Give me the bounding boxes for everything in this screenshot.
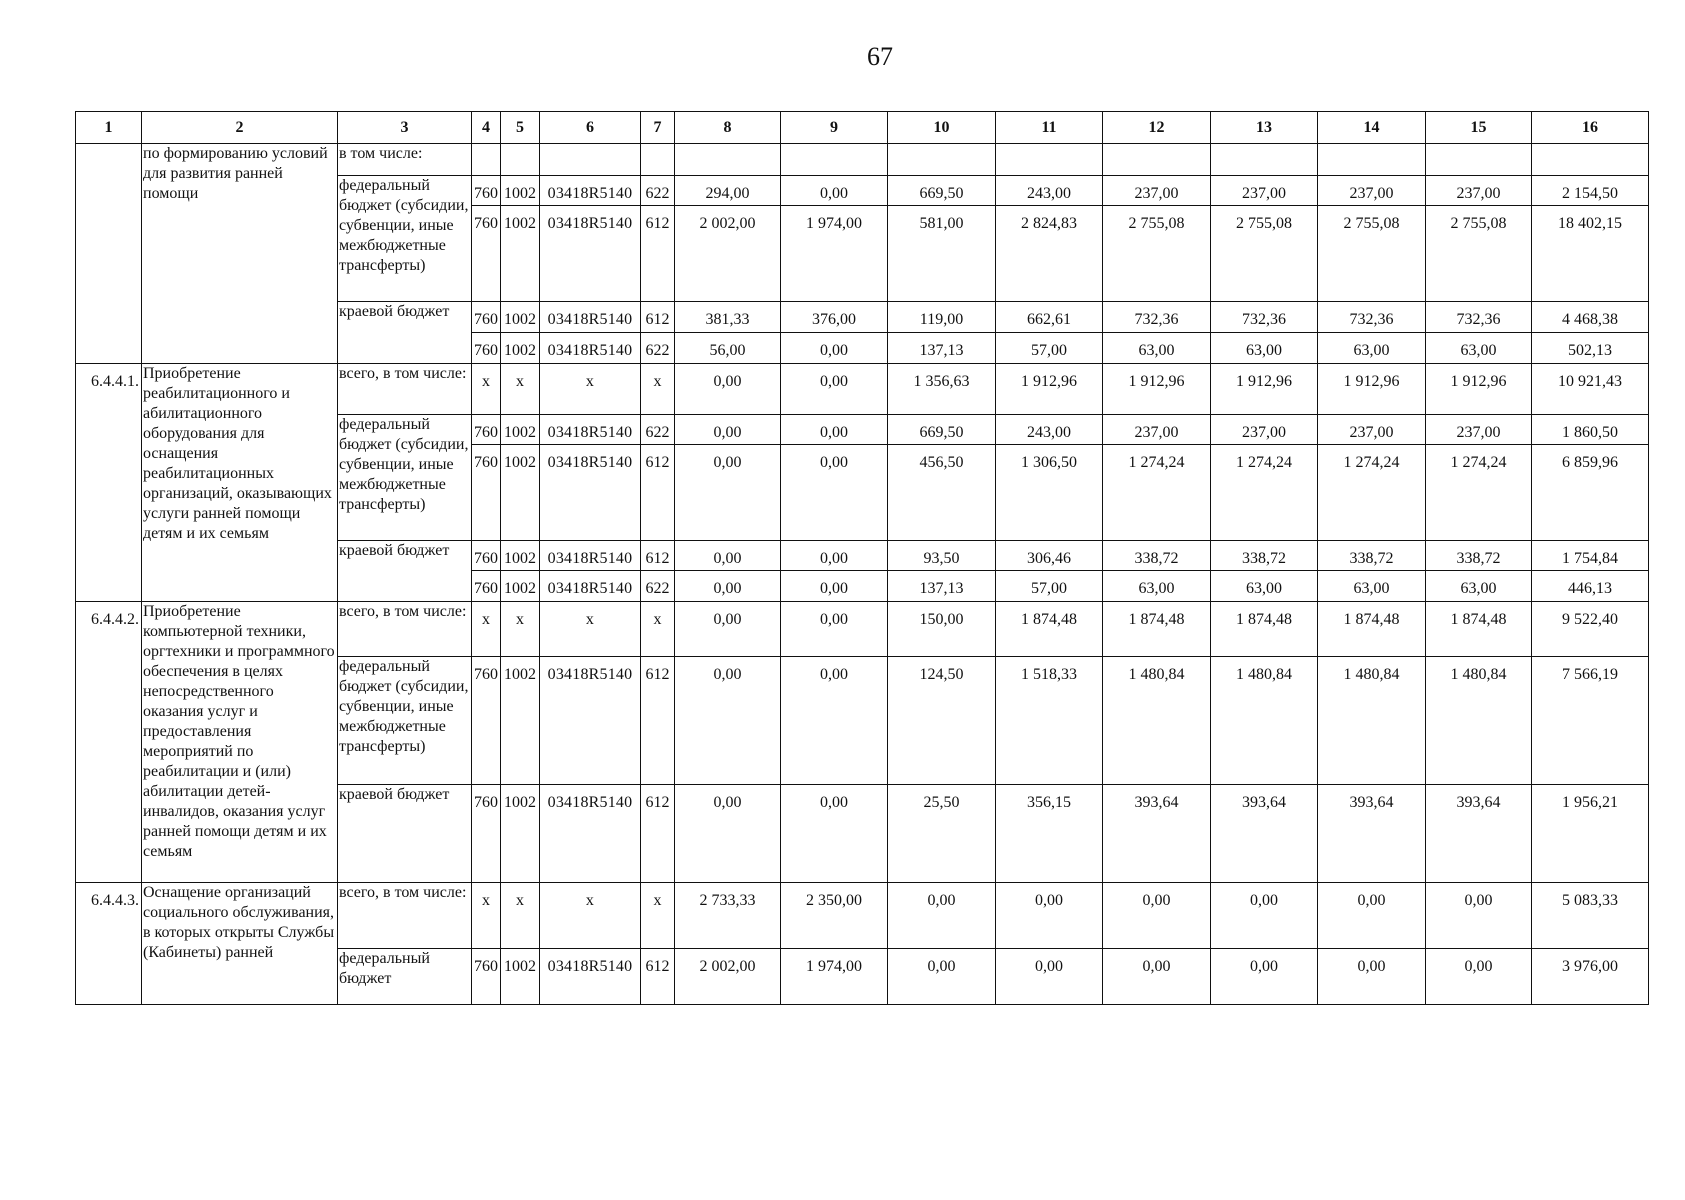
header-col-8: 8 (675, 112, 781, 144)
code-expense-type: 622 (641, 571, 675, 602)
value-col-9: 0,00 (781, 364, 888, 415)
funding-source: федеральный бюджет (субсидии, субвенции, иные межбюджетные трансферты) (338, 415, 472, 541)
value-col-16: 7 566,19 (1532, 657, 1649, 785)
table-row (76, 883, 1649, 949)
code-expense-type: 612 (641, 541, 675, 571)
code-grbs: 760 (472, 415, 501, 445)
code-grbs: 760 (472, 445, 501, 541)
header-col-13: 13 (1211, 112, 1318, 144)
value-col-16: 1 754,84 (1532, 541, 1649, 571)
value-col-10: 1 356,63 (888, 364, 996, 415)
value-col-11: 1 518,33 (996, 657, 1103, 785)
value-col-13: 1 912,96 (1211, 364, 1318, 415)
value-col-9: 0,00 (781, 785, 888, 883)
value-col-16: 2 154,50 (1532, 176, 1649, 206)
value-col-12: 63,00 (1103, 571, 1211, 602)
value-col-10: 0,00 (888, 949, 996, 1005)
item-name: Оснащение организаций социального обслуживания, в которых открыты Службы (Кабинеты) ранней (142, 883, 338, 1005)
funding-source: федеральный бюджет (субсидии, субвенции, иные межбюджетные трансферты) (338, 176, 472, 302)
value-col-15: 1 874,48 (1426, 602, 1532, 657)
value-col-8: 56,00 (675, 333, 781, 364)
value-col-16: 5 083,33 (1532, 883, 1649, 949)
code-section: 1002 (501, 541, 540, 571)
value-col-11: 1 306,50 (996, 445, 1103, 541)
value-col-11: 662,61 (996, 302, 1103, 333)
value-col-13: 63,00 (1211, 571, 1318, 602)
value-col-13: 0,00 (1211, 883, 1318, 949)
item-number: 6.4.4.1. (76, 364, 142, 602)
value-col-9: 0,00 (781, 415, 888, 445)
value-col-8: 294,00 (675, 176, 781, 206)
header-col-3: 3 (338, 112, 472, 144)
header-col-10: 10 (888, 112, 996, 144)
value-col-13: 393,64 (1211, 785, 1318, 883)
header-col-4: 4 (472, 112, 501, 144)
value-col-14: 63,00 (1318, 333, 1426, 364)
value-col-8: 0,00 (675, 541, 781, 571)
code-target-article: 03418R5140 (540, 785, 641, 883)
code-expense-type: 622 (641, 176, 675, 206)
value-col-14: 1 874,48 (1318, 602, 1426, 657)
code-grbs: 760 (472, 571, 501, 602)
value-col-14: 0,00 (1318, 883, 1426, 949)
value-col-13: 63,00 (1211, 333, 1318, 364)
value-col-16: 9 522,40 (1532, 602, 1649, 657)
value-col-8: 0,00 (675, 364, 781, 415)
value-col-10: 124,50 (888, 657, 996, 785)
value-col-15: 393,64 (1426, 785, 1532, 883)
value-col-16: 6 859,96 (1532, 445, 1649, 541)
value-col-11: 1 912,96 (996, 364, 1103, 415)
table-row (76, 144, 1649, 176)
value-col-12: 0,00 (1103, 883, 1211, 949)
value-col-13: 1 480,84 (1211, 657, 1318, 785)
value-col-12: 732,36 (1103, 302, 1211, 333)
funding-source: краевой бюджет (338, 785, 472, 883)
header-col-14: 14 (1318, 112, 1426, 144)
value-col-13: 2 755,08 (1211, 206, 1318, 302)
header-row (76, 112, 1649, 144)
value-col-13: 0,00 (1211, 949, 1318, 1005)
value-col-14: 237,00 (1318, 415, 1426, 445)
value-col-10: 456,50 (888, 445, 996, 541)
code-expense-type: 612 (641, 445, 675, 541)
code-target-article: 03418R5140 (540, 206, 641, 302)
funding-source: в том числе: (338, 144, 472, 176)
value-col-10: 137,13 (888, 571, 996, 602)
value-col-14: 237,00 (1318, 176, 1426, 206)
value-col-16: 4 468,38 (1532, 302, 1649, 333)
value-col-12: 2 755,08 (1103, 206, 1211, 302)
code-expense-type: 612 (641, 949, 675, 1005)
value-col-15: 237,00 (1426, 415, 1532, 445)
value-col-12: 237,00 (1103, 176, 1211, 206)
header-col-7: 7 (641, 112, 675, 144)
header-col-2: 2 (142, 112, 338, 144)
code-grbs: 760 (472, 541, 501, 571)
value-col-10: 150,00 (888, 602, 996, 657)
value-col-13: 237,00 (1211, 415, 1318, 445)
header-col-9: 9 (781, 112, 888, 144)
value-col-9 (781, 144, 888, 176)
value-col-9: 0,00 (781, 176, 888, 206)
header-col-11: 11 (996, 112, 1103, 144)
value-col-14: 1 912,96 (1318, 364, 1426, 415)
code-grbs: 760 (472, 785, 501, 883)
code-expense-type: 622 (641, 415, 675, 445)
value-col-11: 57,00 (996, 333, 1103, 364)
value-col-10: 669,50 (888, 176, 996, 206)
value-col-16: 446,13 (1532, 571, 1649, 602)
value-col-9: 2 350,00 (781, 883, 888, 949)
code-target-article: 03418R5140 (540, 949, 641, 1005)
value-col-9: 0,00 (781, 571, 888, 602)
value-col-11: 1 874,48 (996, 602, 1103, 657)
code-grbs: 760 (472, 176, 501, 206)
value-col-16 (1532, 144, 1649, 176)
value-col-8: 381,33 (675, 302, 781, 333)
value-col-11: 0,00 (996, 883, 1103, 949)
code-target-article: 03418R5140 (540, 302, 641, 333)
value-col-10 (888, 144, 996, 176)
code-expense-type (641, 144, 675, 176)
code-section (501, 144, 540, 176)
code-section: 1002 (501, 333, 540, 364)
value-col-13: 338,72 (1211, 541, 1318, 571)
value-col-12: 0,00 (1103, 949, 1211, 1005)
code-section: x (501, 883, 540, 949)
item-name: по формированию условий для развития ранней помощи (142, 144, 338, 364)
code-target-article (540, 144, 641, 176)
value-col-12: 1 912,96 (1103, 364, 1211, 415)
budget-table (75, 111, 1649, 1005)
value-col-12: 237,00 (1103, 415, 1211, 445)
value-col-14: 732,36 (1318, 302, 1426, 333)
value-col-9: 376,00 (781, 302, 888, 333)
value-col-8: 0,00 (675, 657, 781, 785)
value-col-11: 0,00 (996, 949, 1103, 1005)
value-col-9: 0,00 (781, 541, 888, 571)
value-col-15: 63,00 (1426, 571, 1532, 602)
code-section: 1002 (501, 785, 540, 883)
code-grbs: 760 (472, 302, 501, 333)
code-expense-type: 612 (641, 206, 675, 302)
code-section: 1002 (501, 571, 540, 602)
value-col-11: 2 824,83 (996, 206, 1103, 302)
value-col-16: 3 976,00 (1532, 949, 1649, 1005)
value-col-15: 2 755,08 (1426, 206, 1532, 302)
value-col-14 (1318, 144, 1426, 176)
code-grbs: 760 (472, 206, 501, 302)
value-col-8: 2 002,00 (675, 949, 781, 1005)
value-col-8: 0,00 (675, 415, 781, 445)
code-expense-type: x (641, 602, 675, 657)
value-col-10: 581,00 (888, 206, 996, 302)
value-col-15: 0,00 (1426, 883, 1532, 949)
value-col-14: 2 755,08 (1318, 206, 1426, 302)
value-col-12: 1 874,48 (1103, 602, 1211, 657)
value-col-16: 1 956,21 (1532, 785, 1649, 883)
code-section: 1002 (501, 949, 540, 1005)
value-col-12: 1 274,24 (1103, 445, 1211, 541)
value-col-14: 0,00 (1318, 949, 1426, 1005)
item-number: 6.4.4.3. (76, 883, 142, 1005)
value-col-16: 1 860,50 (1532, 415, 1649, 445)
value-col-9: 1 974,00 (781, 206, 888, 302)
code-expense-type: x (641, 883, 675, 949)
value-col-8: 2 002,00 (675, 206, 781, 302)
header-col-12: 12 (1103, 112, 1211, 144)
value-col-8: 2 733,33 (675, 883, 781, 949)
code-grbs: x (472, 602, 501, 657)
item-name: Приобретение компьютерной техники, оргтехники и программного обеспечения в целях непосредственного оказания услуг и предоставления мероприятий по реабилитации и (или) абилитации детей-инвалидов, оказания услуг ранней помощи детям и их семьям (142, 602, 338, 883)
code-section: 1002 (501, 415, 540, 445)
table-row (76, 364, 1649, 415)
value-col-10: 25,50 (888, 785, 996, 883)
value-col-8: 0,00 (675, 602, 781, 657)
funding-source: краевой бюджет (338, 302, 472, 364)
value-col-13: 1 874,48 (1211, 602, 1318, 657)
value-col-11: 243,00 (996, 176, 1103, 206)
value-col-11: 306,46 (996, 541, 1103, 571)
funding-source: краевой бюджет (338, 541, 472, 602)
code-target-article: 03418R5140 (540, 571, 641, 602)
value-col-12 (1103, 144, 1211, 176)
value-col-15: 237,00 (1426, 176, 1532, 206)
code-expense-type: 612 (641, 302, 675, 333)
value-col-15: 63,00 (1426, 333, 1532, 364)
budget-table-wrapper (75, 111, 1649, 1005)
header-col-6: 6 (540, 112, 641, 144)
value-col-8 (675, 144, 781, 176)
funding-source: всего, в том числе: (338, 883, 472, 949)
header-col-5: 5 (501, 112, 540, 144)
value-col-16: 10 921,43 (1532, 364, 1649, 415)
header-col-1: 1 (76, 112, 142, 144)
code-section: 1002 (501, 302, 540, 333)
value-col-13: 237,00 (1211, 176, 1318, 206)
value-col-8: 0,00 (675, 785, 781, 883)
item-number (76, 144, 142, 364)
value-col-12: 338,72 (1103, 541, 1211, 571)
code-expense-type: 612 (641, 785, 675, 883)
value-col-16: 18 402,15 (1532, 206, 1649, 302)
value-col-15: 338,72 (1426, 541, 1532, 571)
value-col-13: 732,36 (1211, 302, 1318, 333)
header-col-16: 16 (1532, 112, 1649, 144)
value-col-9: 0,00 (781, 445, 888, 541)
code-target-article: x (540, 364, 641, 415)
value-col-15: 1 274,24 (1426, 445, 1532, 541)
code-expense-type: x (641, 364, 675, 415)
code-section: 1002 (501, 657, 540, 785)
value-col-14: 1 274,24 (1318, 445, 1426, 541)
funding-source: федеральный бюджет (338, 949, 472, 1005)
page-number: 67 (867, 42, 893, 71)
value-col-12: 393,64 (1103, 785, 1211, 883)
value-col-8: 0,00 (675, 571, 781, 602)
value-col-15: 1 912,96 (1426, 364, 1532, 415)
header-col-15: 15 (1426, 112, 1532, 144)
code-target-article: 03418R5140 (540, 657, 641, 785)
value-col-11: 57,00 (996, 571, 1103, 602)
value-col-13: 1 274,24 (1211, 445, 1318, 541)
code-section: 1002 (501, 206, 540, 302)
code-grbs: 760 (472, 657, 501, 785)
code-grbs: x (472, 364, 501, 415)
code-expense-type: 612 (641, 657, 675, 785)
code-grbs: x (472, 883, 501, 949)
value-col-14: 63,00 (1318, 571, 1426, 602)
code-grbs (472, 144, 501, 176)
value-col-11 (996, 144, 1103, 176)
value-col-15: 0,00 (1426, 949, 1532, 1005)
funding-source: всего, в том числе: (338, 364, 472, 415)
code-expense-type: 622 (641, 333, 675, 364)
code-section: x (501, 364, 540, 415)
code-section: x (501, 602, 540, 657)
value-col-13 (1211, 144, 1318, 176)
value-col-15 (1426, 144, 1532, 176)
value-col-14: 393,64 (1318, 785, 1426, 883)
value-col-12: 63,00 (1103, 333, 1211, 364)
table-row (76, 602, 1649, 657)
value-col-14: 338,72 (1318, 541, 1426, 571)
code-target-article: 03418R5140 (540, 176, 641, 206)
value-col-9: 0,00 (781, 602, 888, 657)
funding-source: всего, в том числе: (338, 602, 472, 657)
value-col-15: 1 480,84 (1426, 657, 1532, 785)
code-grbs: 760 (472, 949, 501, 1005)
value-col-9: 0,00 (781, 333, 888, 364)
value-col-10: 669,50 (888, 415, 996, 445)
code-target-article: 03418R5140 (540, 415, 641, 445)
value-col-15: 732,36 (1426, 302, 1532, 333)
item-number: 6.4.4.2. (76, 602, 142, 883)
value-col-11: 243,00 (996, 415, 1103, 445)
code-grbs: 760 (472, 333, 501, 364)
item-name: Приобретение реабилитационного и абилитационного оборудования для оснащения реабилитационных организаций, оказывающих услуги ранней помощи детям и их семьям (142, 364, 338, 602)
value-col-9: 0,00 (781, 657, 888, 785)
value-col-16: 502,13 (1532, 333, 1649, 364)
value-col-10: 93,50 (888, 541, 996, 571)
value-col-10: 0,00 (888, 883, 996, 949)
code-target-article: x (540, 883, 641, 949)
code-target-article: x (540, 602, 641, 657)
code-target-article: 03418R5140 (540, 333, 641, 364)
code-section: 1002 (501, 176, 540, 206)
value-col-9: 1 974,00 (781, 949, 888, 1005)
code-target-article: 03418R5140 (540, 541, 641, 571)
funding-source: федеральный бюджет (субсидии, субвенции, иные межбюджетные трансферты) (338, 657, 472, 785)
code-target-article: 03418R5140 (540, 445, 641, 541)
value-col-10: 119,00 (888, 302, 996, 333)
value-col-14: 1 480,84 (1318, 657, 1426, 785)
value-col-12: 1 480,84 (1103, 657, 1211, 785)
code-section: 1002 (501, 445, 540, 541)
value-col-10: 137,13 (888, 333, 996, 364)
value-col-11: 356,15 (996, 785, 1103, 883)
value-col-8: 0,00 (675, 445, 781, 541)
